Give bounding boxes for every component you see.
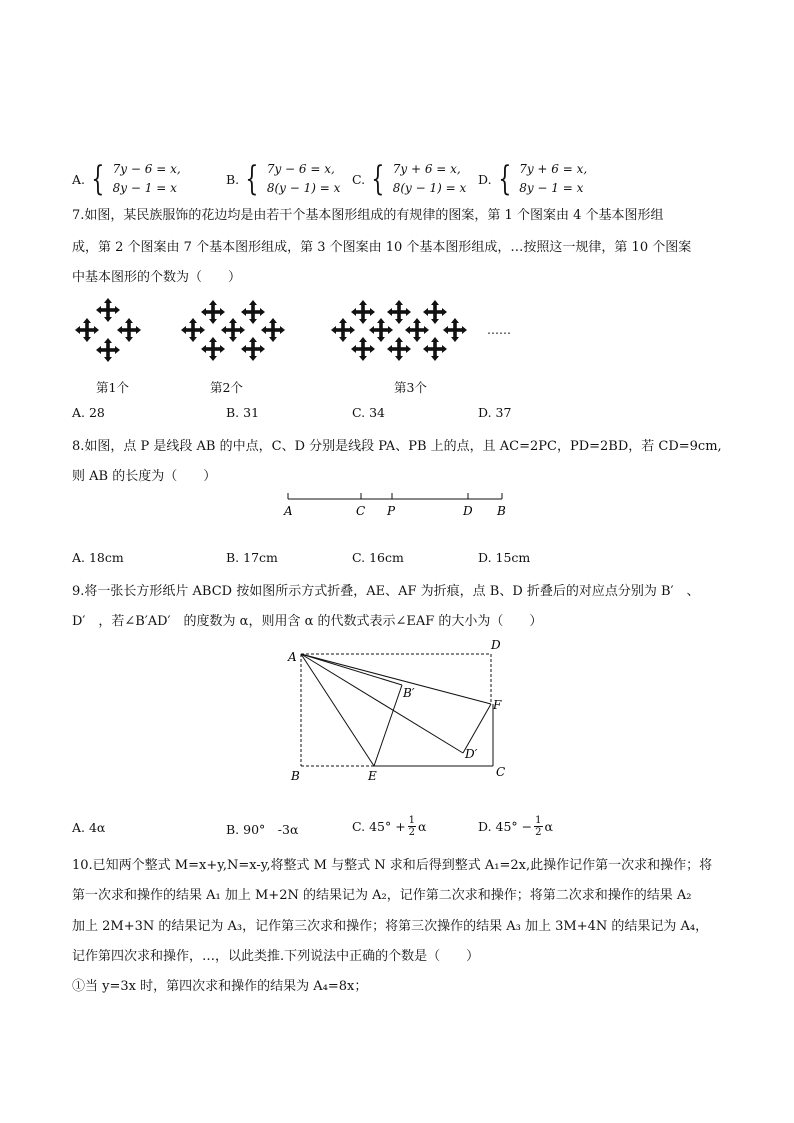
q6-option-c-eq2: 8(y − 1) = x bbox=[392, 181, 467, 195]
q8-option-b: B. 17cm bbox=[226, 550, 278, 565]
q7-option-a: A. 28 bbox=[72, 405, 105, 420]
q9-option-c-suffix: α bbox=[418, 819, 427, 834]
point-d-prime-label: D′ bbox=[465, 747, 478, 761]
q9-text-line-2: D′ ，若∠B′AD′ 的度数为 α，则用含 α 的代数式表示∠EAF 的大小为（ ） bbox=[72, 614, 543, 629]
point-a-label: A bbox=[288, 650, 297, 664]
point-d-label: D bbox=[463, 504, 473, 518]
q6-option-a-letter: A. bbox=[72, 171, 86, 187]
q10-text-line-4: 记作第四次求和操作，…，以此类推.下列说法中正确的个数是（ ） bbox=[72, 949, 480, 964]
q9-option-c bbox=[352, 815, 427, 838]
q9-option-c-fraction bbox=[408, 815, 416, 838]
q8-option-a: A. 18cm bbox=[72, 550, 124, 565]
q6-option-b-letter: B. bbox=[226, 171, 240, 187]
pattern-2 bbox=[181, 300, 285, 361]
q8-option-d: D. 15cm bbox=[478, 550, 531, 565]
q8-option-c: C. 16cm bbox=[352, 550, 404, 565]
q6-option-c-eq1: 7y + 6 = x, bbox=[392, 162, 461, 176]
q7-text-line-3: 中基本图形的个数为（ ） bbox=[72, 270, 242, 285]
q7-option-b: B. 31 bbox=[226, 405, 260, 420]
q9-option-d-prefix: D. 45° − bbox=[478, 819, 533, 834]
q10-text-line-3: 加上 2M+3N 的结果记为 A₃，记作第三次求和操作；将第三次操作的结果 A₃ 加上 3M+4N 的结果记为 A₄， bbox=[72, 919, 709, 934]
q9-option-a: A. 4α bbox=[72, 820, 106, 835]
brace-icon: { bbox=[497, 159, 511, 199]
q6-option-a-eq1: 7y − 6 = x, bbox=[112, 162, 181, 176]
q9-option-d bbox=[478, 815, 553, 838]
q10-text-line-5: ①当 y=3x 时，第四次求和操作的结果为 A₄=8x； bbox=[72, 979, 368, 994]
q7-caption-1: 第1个 bbox=[96, 380, 129, 395]
point-a-label: A bbox=[284, 504, 293, 518]
point-d-label: D bbox=[491, 638, 501, 652]
point-b-prime-label: B′ bbox=[403, 686, 415, 700]
q8-segment-figure bbox=[280, 486, 512, 520]
q10-text-line-1: 10.已知两个整式 M=x+y,N=x-y,将整式 M 与整式 N 求和后得到整式 A₁=2x,此操作记作第一次求和操作；将 bbox=[72, 858, 713, 873]
q10-text-line-2: 第一次求和操作的结果 A₁ 加上 M+2N 的结果记为 A₂，记作第二次求和操作；将第二次求和操作的结果 A₂ bbox=[72, 888, 692, 903]
brace-icon: { bbox=[371, 159, 385, 199]
q9-option-d-fraction bbox=[534, 815, 542, 838]
q9-option-c-prefix: C. 45° + bbox=[352, 819, 406, 834]
q6-option-a-eq2: 8y − 1 = x bbox=[112, 181, 177, 195]
q9-option-b: B. 90° -3α bbox=[226, 822, 299, 837]
q6-option-c-letter: C. bbox=[352, 171, 366, 187]
q6-option-b-eq1: 7y − 6 = x, bbox=[266, 162, 335, 176]
q9-text-line-1: 9.将一张长方形纸片 ABCD 按如图所示方式折叠，AE、AF 为折痕，点 B、D 折叠后的对应点分别为 B′ 、 bbox=[72, 584, 700, 599]
q9-option-c-numerator: 1 bbox=[408, 815, 416, 826]
point-b-label: B bbox=[291, 769, 300, 783]
q7-caption-3: 第3个 bbox=[394, 380, 427, 395]
q7-text-line-1: 7.如图，某民族服饰的花边均是由若干个基本图形组成的有规律的图案，第 1 个图案由 4 个基本图形组 bbox=[72, 208, 664, 223]
q6-option-d-eq2: 8y − 1 = x bbox=[519, 181, 584, 195]
point-c-label: C bbox=[496, 765, 506, 779]
q7-ellipsis: …… bbox=[487, 323, 511, 337]
q9-fold-figure bbox=[282, 636, 522, 786]
q7-option-c: C. 34 bbox=[352, 405, 385, 420]
point-f-label: F bbox=[493, 698, 502, 712]
q6-option-b-eq2: 8(y − 1) = x bbox=[266, 181, 341, 195]
q7-caption-2: 第2个 bbox=[210, 380, 243, 395]
point-p-label: P bbox=[387, 504, 396, 518]
q9-option-d-numerator: 1 bbox=[535, 815, 542, 826]
pattern-1 bbox=[75, 298, 141, 362]
q7-text-line-2: 成，第 2 个图案由 7 个基本图形组成，第 3 个图案由 10 个基本图形组成，…按照这一规律，第 10 个图案 bbox=[72, 240, 692, 255]
q8-text-line-2: 则 AB 的长度为（ ） bbox=[72, 469, 217, 484]
q9-option-d-denominator: 2 bbox=[535, 827, 542, 838]
q9-option-c-denominator: 2 bbox=[408, 827, 416, 838]
brace-icon: { bbox=[245, 159, 259, 199]
q8-text-line-1: 8.如图，点 P 是线段 AB 的中点，C、D 分别是线段 PA、PB 上的点，且 AC=2PC，PD=2BD，若 CD=9cm, bbox=[72, 439, 722, 454]
point-c-label: C bbox=[356, 504, 366, 518]
brace-icon: { bbox=[91, 159, 105, 199]
q6-option-d-eq1: 7y + 6 = x, bbox=[519, 162, 588, 176]
q7-pattern-figure bbox=[60, 292, 540, 372]
point-b-label: B bbox=[497, 504, 506, 518]
point-e-label: E bbox=[368, 769, 377, 783]
q6-option-d-letter: D. bbox=[478, 171, 492, 187]
pattern-3 bbox=[331, 300, 467, 361]
q9-option-d-suffix: α bbox=[544, 819, 553, 834]
q7-option-d: D. 37 bbox=[478, 405, 512, 420]
